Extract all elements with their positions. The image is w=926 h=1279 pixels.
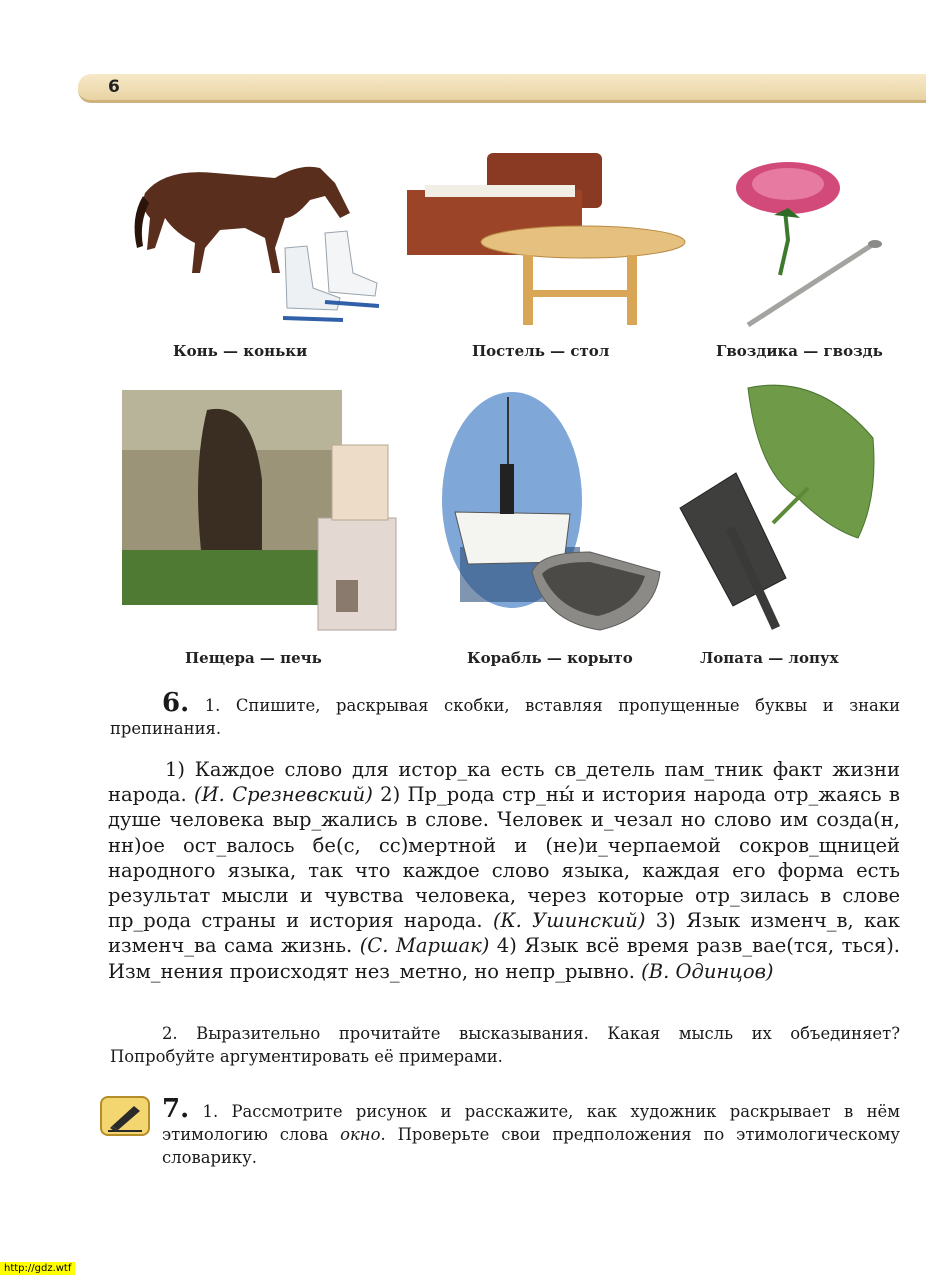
quote-3: 3) Язык изменч_в, как изменч_ва сама жизнь. xyxy=(108,909,900,958)
quote-1: 1) Каждое слово для истор_ка есть св_детель пам_тник факт жизни народа. xyxy=(108,758,900,807)
caption-2: Постель — стол xyxy=(472,342,610,360)
quote-4-source: (В. Одинцов) xyxy=(641,959,774,983)
pencil-icon xyxy=(100,1096,150,1136)
shovel-burdock-illustration xyxy=(678,378,883,633)
watermark-link[interactable]: http://gdz.wtf xyxy=(0,1262,75,1275)
exercise-7 xyxy=(162,1094,900,1169)
bed-table-illustration xyxy=(405,145,690,330)
caption-5: Корабль — корыто xyxy=(467,649,633,667)
exercise-6-task-2 xyxy=(110,1022,900,1068)
exercise-6-task1-text: 1. Спишите, раскрывая скобки, вставляя пропущенные буквы и знаки препинания. xyxy=(110,696,900,738)
exercise-6-number: 6. xyxy=(162,688,190,718)
caption-4: Пещера — печь xyxy=(185,649,322,667)
caption-6: Лопата — лопух xyxy=(700,649,839,667)
horse-skates-illustration xyxy=(125,138,385,328)
quote-2: 2) Пр_рода стр_ны́ и история народа отр_жаясь в душе человека выр_жались в слове. Человек и_чезал но слово им созда(н, нн)ое ост_валось бе(с, сс)мертной и (не)и_черпаемой сокров_щницей народного языка, так что каждое слово языка, каждая его форма есть результат мысли и чувства человека, через которые отр_зилась в слове пр_рода страны и история народа. xyxy=(108,783,900,933)
quote-1-source: (И. Срезневский) xyxy=(194,783,373,807)
exercise-7-text-before: 1. Рассмотрите рисунок и расскажите, как художник раскрывает в нём этимологию слова xyxy=(162,1102,900,1144)
quote-4: 4) Язык всё время разв_вае(тся, ться). Изм_нения происходят нез_метно, но непр_рывно. xyxy=(108,934,900,983)
page-number: 6 xyxy=(108,77,120,97)
caption-1: Конь — коньки xyxy=(173,342,308,360)
exercise-7-number: 7. xyxy=(162,1094,190,1124)
quote-3-source: (С. Маршак) xyxy=(359,934,490,958)
carnation-nail-illustration xyxy=(730,160,890,335)
exercise-7-word: окно xyxy=(340,1125,381,1144)
ship-trough-illustration xyxy=(440,392,665,632)
cave-stove-illustration xyxy=(122,390,402,635)
exercise-6-task-1 xyxy=(110,688,900,740)
caption-3: Гвоздика — гвоздь xyxy=(716,342,883,360)
page-header-bar xyxy=(78,74,926,103)
exercise-6-task2-text: 2. Выразительно прочитайте высказывания. Какая мысль их объединяет? Попробуйте аргументировать её примерами. xyxy=(110,1024,900,1066)
exercise-7-text-after: . Проверьте свои предположения по этимологическому словарику. xyxy=(162,1125,900,1167)
quote-2-source: (К. Ушинский) xyxy=(492,909,646,933)
skates-icon xyxy=(283,231,379,320)
exercise-6-quotes xyxy=(108,757,900,984)
